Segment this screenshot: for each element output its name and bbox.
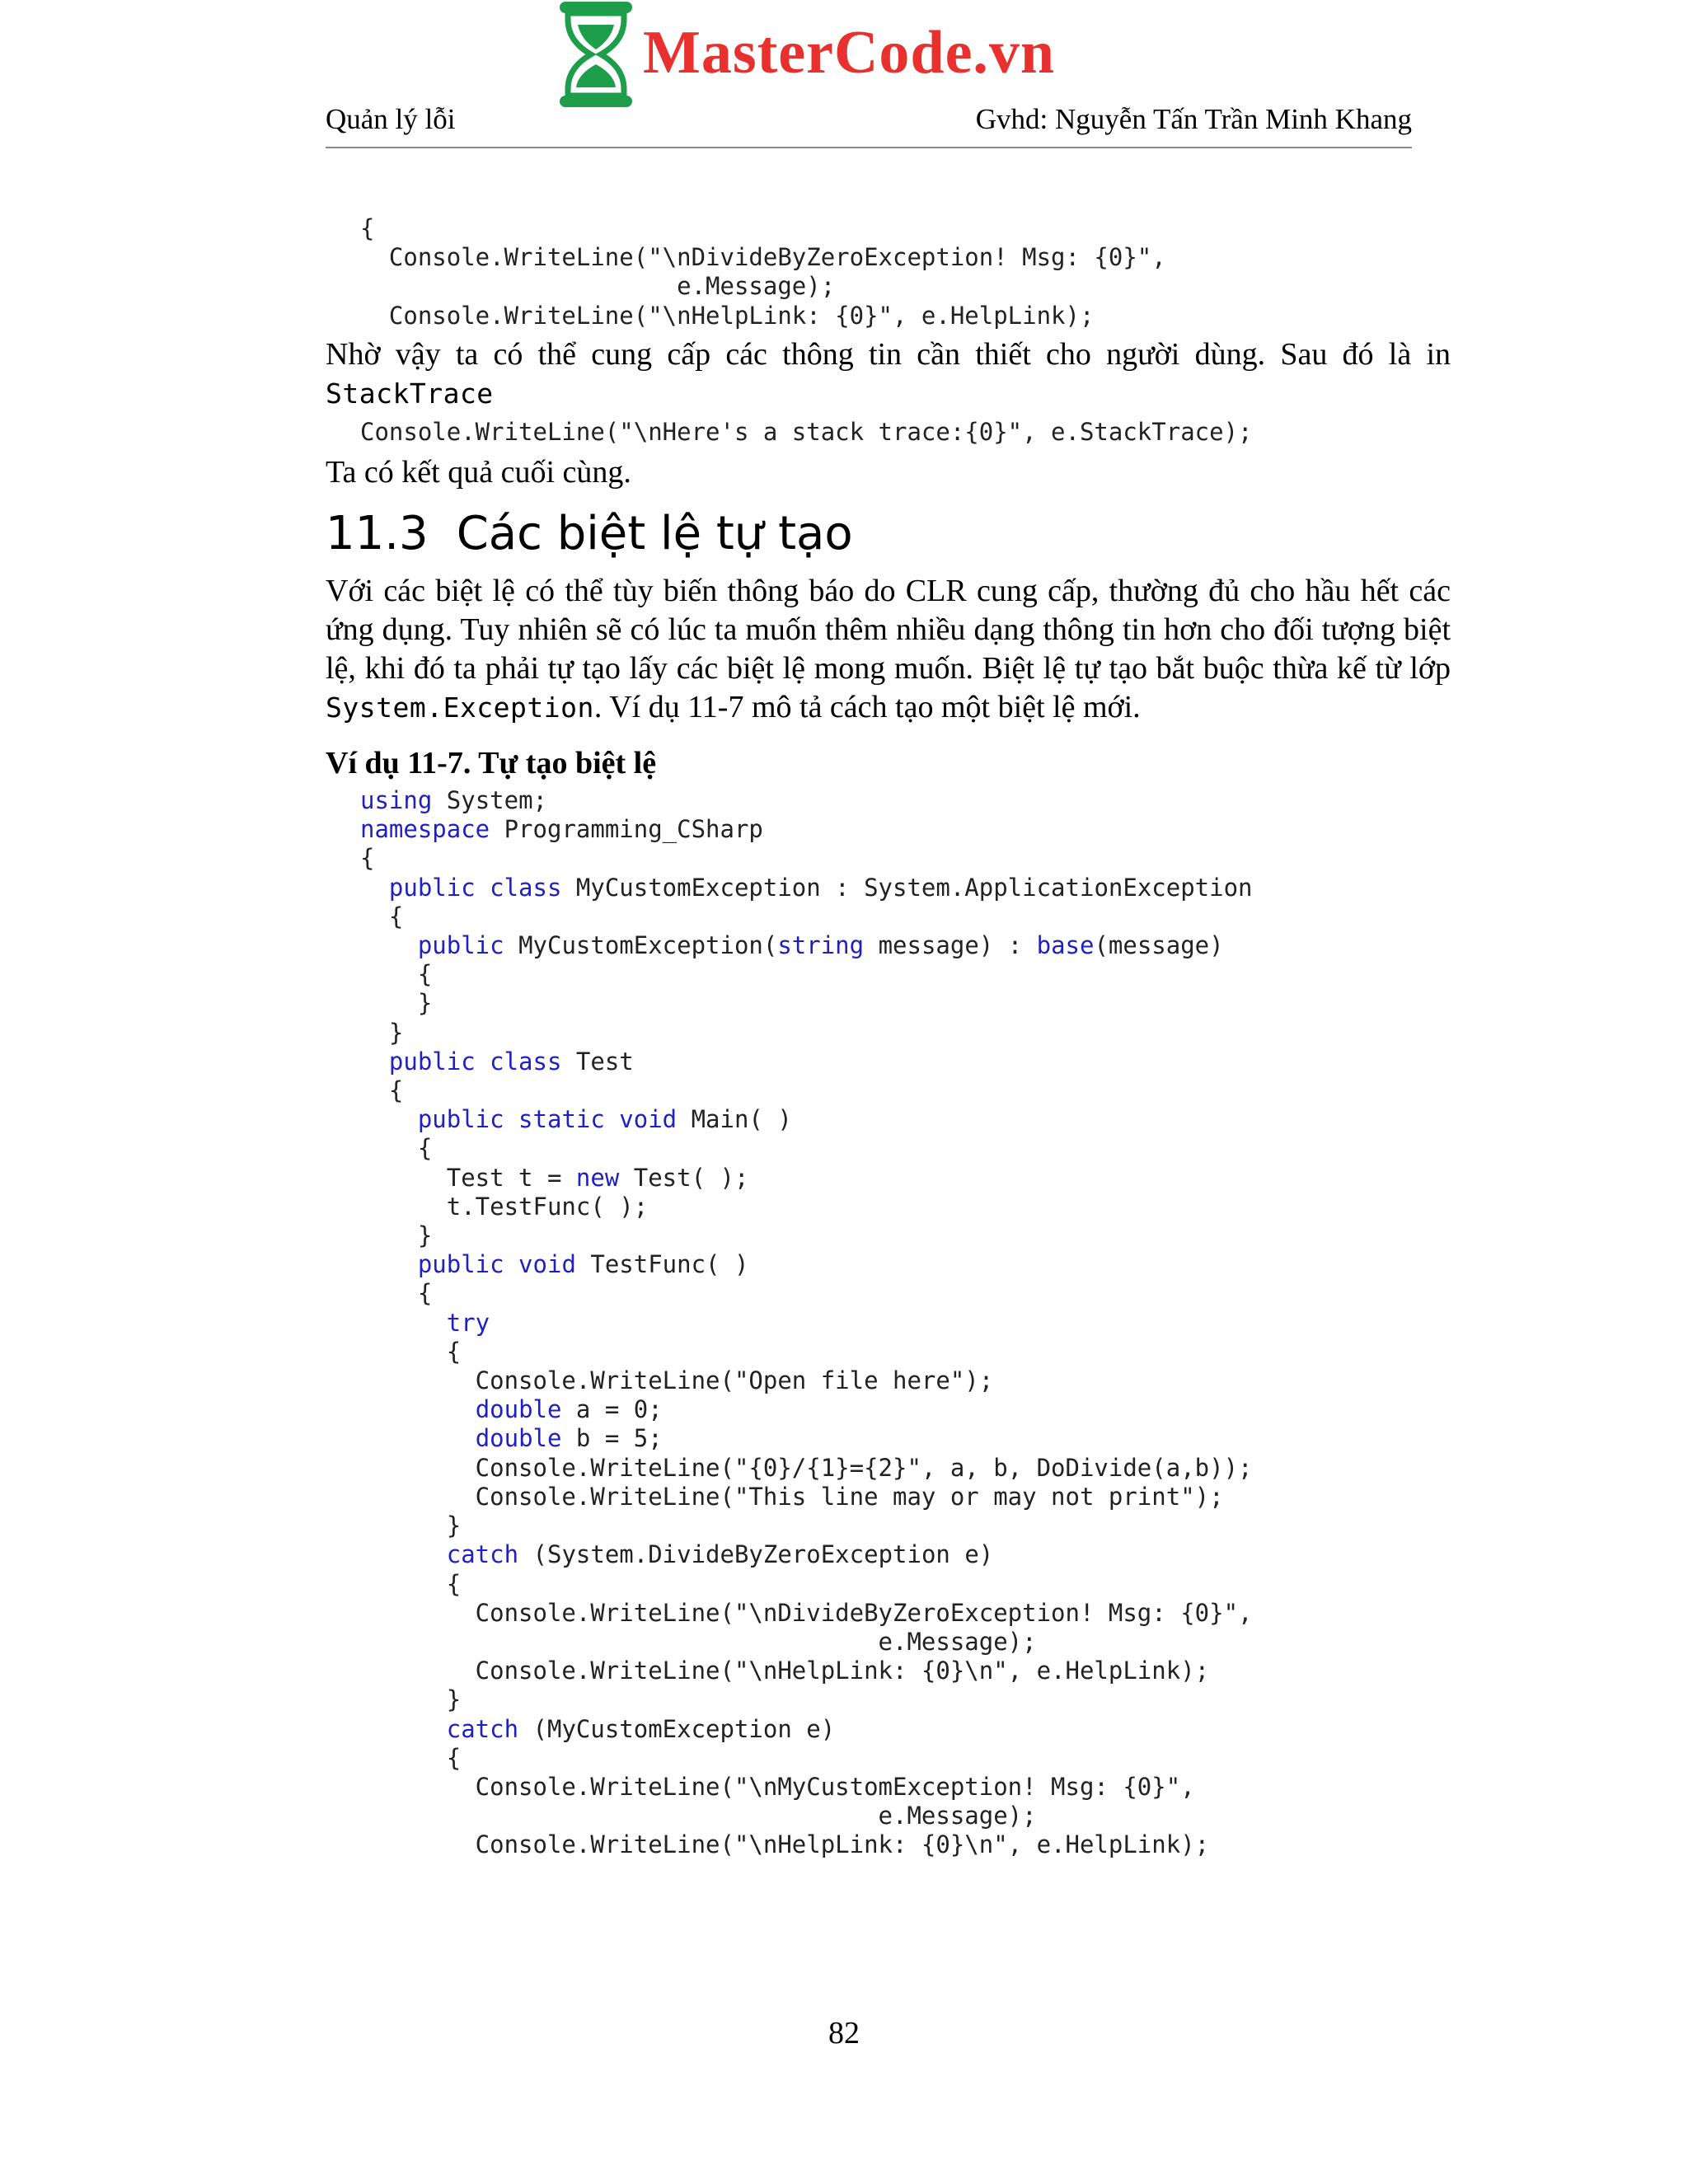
code-text: Main( ): [677, 1105, 792, 1134]
code-text: Console.WriteLine("\nMyCustomException! Msg: {0}",: [360, 1772, 1195, 1801]
code-line: [360, 874, 1253, 902]
code-keyword: public static void: [417, 1105, 678, 1134]
code-text: MyCustomException(: [504, 931, 778, 960]
code-keyword: base: [1036, 931, 1095, 960]
code-text: }: [360, 1018, 404, 1047]
example-title: Ví dụ 11-7. Tự tạo biệt lệ: [326, 746, 657, 781]
code-block-example: [326, 786, 1451, 1860]
code-line: {: [360, 214, 375, 242]
section-heading: [326, 507, 1451, 560]
code-text: Test t =: [360, 1163, 576, 1192]
code-line: [360, 1076, 403, 1104]
code-text: e.Message);: [360, 1802, 1037, 1830]
code-line: [360, 1193, 648, 1221]
code-text: b = 5;: [561, 1424, 663, 1453]
code-line: [360, 815, 763, 843]
code-keyword: namespace: [360, 815, 490, 844]
logo-text: MasterCode.vn: [643, 19, 1056, 87]
code-block-1: [326, 214, 1451, 330]
code-line: [360, 1483, 1224, 1511]
paragraph-intro: [326, 572, 1451, 727]
code-text: [360, 874, 389, 902]
logo: [556, 0, 1100, 109]
code-line: Console.WriteLine("\nDivideByZeroException! Msg: {0}",: [360, 243, 1166, 272]
hourglass-icon: [556, 0, 635, 109]
code-text: Test: [561, 1047, 634, 1076]
code-line: [360, 1047, 634, 1076]
code-text: {: [360, 1279, 433, 1308]
code-text: (System.DivideByZeroException e): [518, 1540, 994, 1569]
code-keyword: using: [360, 786, 433, 815]
paragraph-text: Với các biệt lệ có thể tùy biến thông báo do CLR cung cấp, thường đủ cho hầu hết các ứng dụng. Tuy nhiên sẽ có lúc ta muốn thêm nhiều dạng thông tin hơn cho đối tượng biệt lệ, khi đó ta phải tự tạo lấy các biệt lệ mong muốn. Biệt lệ tự tạo bắt buộc thừa kế từ lớp: [326, 574, 1451, 687]
code-line: [360, 1657, 1209, 1685]
code-line: [360, 1424, 663, 1452]
code-keyword: try: [446, 1308, 490, 1337]
code-line: [360, 1279, 432, 1307]
code-keyword: double: [475, 1395, 562, 1424]
code-keyword: public class: [388, 1047, 562, 1076]
code-text: Test( );: [619, 1163, 749, 1192]
inline-code-stacktrace: StackTrace: [326, 377, 494, 410]
code-line: [360, 1221, 432, 1249]
code-line: e.Message);: [360, 272, 836, 301]
code-text: [360, 1309, 447, 1337]
code-line: Console.WriteLine("\nHelpLink: {0}", e.HelpLink);: [360, 301, 1095, 330]
code-text: }: [360, 989, 433, 1018]
code-line: [360, 1134, 432, 1162]
page-number: 82: [828, 2016, 860, 2050]
code-line: [360, 1744, 461, 1772]
code-line: [360, 1105, 792, 1133]
code-line: [360, 1802, 1037, 1830]
code-line: [360, 1599, 1253, 1627]
code-text: }: [360, 1511, 462, 1540]
header-chapter: Quản lý lỗi: [326, 103, 456, 135]
code-text: Console.WriteLine("\nHelpLink: {0}\n", e.HelpLink);: [360, 1830, 1210, 1859]
code-text: {: [360, 1569, 462, 1598]
section-number: 11.3: [326, 507, 429, 561]
code-line: [360, 1628, 1037, 1656]
code-text: {: [360, 1743, 462, 1772]
code-line: [360, 1773, 1195, 1801]
code-text: [360, 1540, 447, 1568]
header-instructor: Gvhd: Nguyễn Tấn Trần Minh Khang: [975, 103, 1412, 135]
code-text: {: [360, 844, 375, 873]
code-text: Console.WriteLine("\nDivideByZeroException! Msg: {0}",: [360, 1598, 1253, 1627]
code-line: [360, 1309, 490, 1337]
code-text: {: [360, 960, 433, 989]
code-text: {: [360, 1076, 404, 1105]
code-text: {: [360, 902, 404, 930]
section-title: Các biệt lệ tự tạo: [456, 507, 853, 561]
code-text: Console.WriteLine("{0}/{1}={2}", a, b, DoDivide(a,b));: [360, 1453, 1253, 1482]
code-keyword: catch: [446, 1714, 519, 1743]
code-keyword: public: [417, 931, 504, 960]
code-text: [360, 1395, 476, 1423]
code-line: [360, 1019, 403, 1047]
code-text: [360, 1424, 476, 1452]
code-line: [360, 1685, 461, 1713]
code-keyword: double: [475, 1424, 562, 1453]
code-line: [360, 786, 547, 814]
code-text: [360, 1105, 418, 1133]
code-text: {: [360, 1337, 462, 1366]
code-text: }: [360, 1685, 462, 1714]
code-text: (message): [1094, 931, 1224, 960]
page-content: [326, 214, 1451, 1860]
code-text: System;: [432, 786, 547, 815]
header-divider: [326, 147, 1412, 148]
paragraph-result: Ta có kết quả cuối cùng.: [326, 455, 631, 490]
code-text: message) :: [864, 931, 1037, 960]
code-block-2: Console.WriteLine("\nHere's a stack trace:{0}", e.StackTrace);: [360, 417, 1253, 446]
code-line: [360, 1511, 461, 1540]
paragraph-stacktrace: [326, 335, 1451, 413]
code-text: (MyCustomException e): [518, 1714, 836, 1743]
paragraph-text: . Ví dụ 11-7 mô tả cách tạo một biệt lệ mới.: [593, 690, 1141, 725]
code-text: t.TestFunc( );: [360, 1192, 649, 1221]
code-keyword: public void: [417, 1250, 576, 1279]
code-keyword: new: [575, 1163, 620, 1192]
code-text: MyCustomException : System.ApplicationException: [561, 873, 1253, 902]
code-keyword: string: [777, 931, 865, 960]
code-line: [360, 1540, 993, 1568]
code-text: }: [360, 1221, 433, 1250]
code-text: Console.WriteLine("\nHelpLink: {0}\n", e.HelpLink);: [360, 1657, 1210, 1685]
code-text: [360, 931, 418, 959]
paragraph-text: Nhờ vậy ta có thể cung cấp các thông tin cần thiết cho người dùng. Sau đó là in: [326, 336, 1451, 372]
code-line: [360, 1830, 1209, 1858]
code-line: [360, 1570, 461, 1598]
code-line: [360, 960, 432, 988]
code-line: [360, 1395, 663, 1423]
code-text: Console.WriteLine("Open file here");: [360, 1366, 994, 1395]
inline-code-system-exception: System.Exception: [326, 691, 594, 724]
code-line: [360, 1338, 461, 1366]
code-line: [360, 931, 1224, 959]
code-line: [360, 844, 374, 872]
code-keyword: public class: [388, 873, 562, 902]
code-keyword: catch: [446, 1540, 519, 1569]
code-text: e.Message);: [360, 1627, 1037, 1656]
code-text: Console.WriteLine("This line may or may not print");: [360, 1482, 1224, 1511]
code-line: [360, 1250, 748, 1278]
code-text: a = 0;: [561, 1395, 663, 1424]
code-line: [360, 902, 403, 930]
code-text: [360, 1715, 447, 1743]
code-line: [360, 1454, 1253, 1482]
code-text: {: [360, 1134, 433, 1163]
code-line: [360, 1164, 748, 1192]
code-text: TestFunc( ): [575, 1250, 749, 1279]
code-line: [360, 1366, 993, 1394]
code-text: [360, 1250, 418, 1278]
code-line: [360, 1715, 835, 1743]
code-line: [360, 989, 432, 1017]
code-text: Programming_CSharp: [490, 815, 763, 844]
code-text: [360, 1047, 389, 1076]
